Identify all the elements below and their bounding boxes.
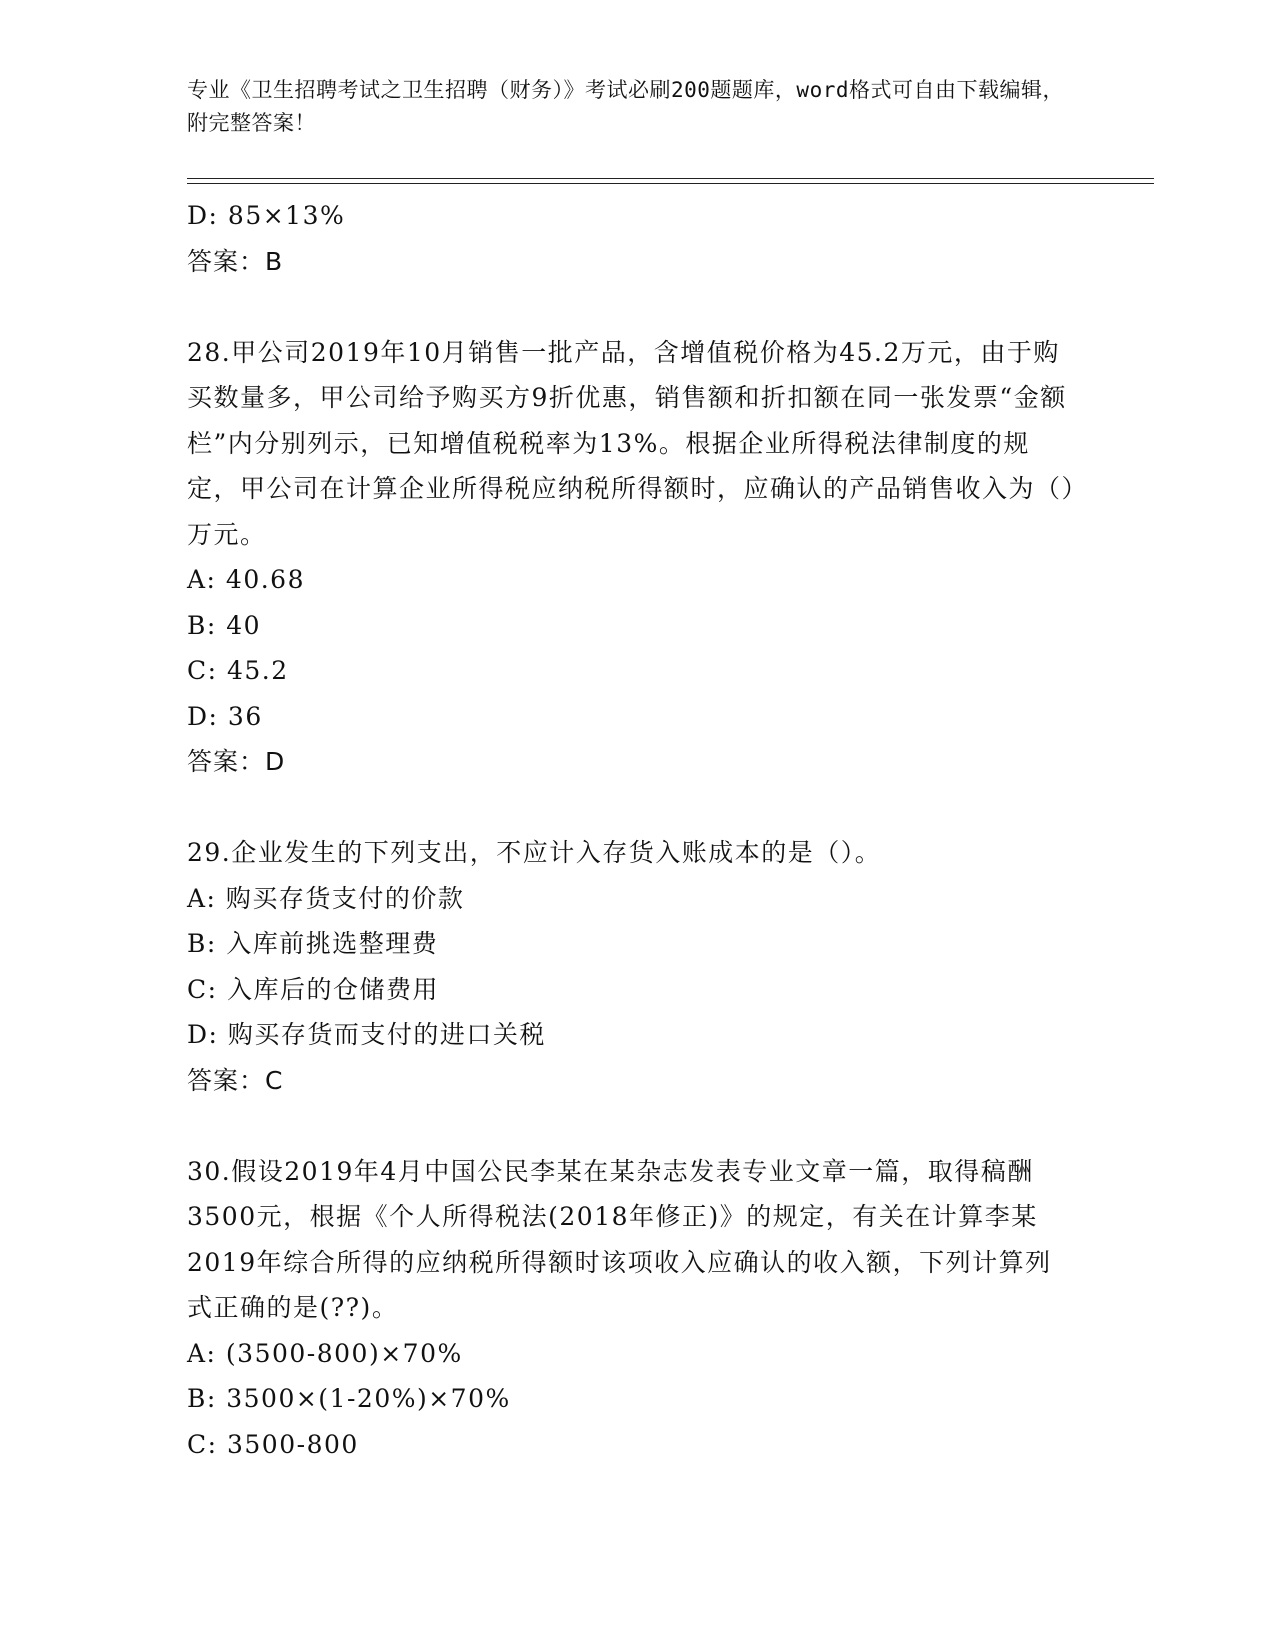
option-a: A: 40.68 [187,565,305,594]
option-a: A: (3500-800)×70% [187,1338,463,1368]
spacer [187,1103,1087,1149]
option-c: C: 入库后的仓储费用 [187,974,439,1004]
prev-answer: 答案：B [187,246,284,276]
question-28 [187,330,1087,785]
option-c: C: 45.2 [187,656,289,685]
option-d: D: 购买存货而支付的进口关税 [187,1020,546,1049]
option-b: B: 入库前挑选整理费 [187,929,439,958]
question-stem: 30.假设2019年4月中国公民李某在某杂志发表专业文章一篇，取得稿酬3500元，根据《个人所得税法(2018年修正)》的规定，有关在计算李某2019年综合所得的应纳税所得额时该项收入应确认的收入额，下列计算列式正确的是(??)。 [187,1156,1052,1322]
header-rule-bottom [187,183,1154,184]
option-b: B: 3500×(1-20%)×70% [187,1384,511,1413]
document-header: 专业《卫生招聘考试之卫生招聘（财务）》考试必刷200题题库，word格式可自由下载编辑，附完整答案！ [187,78,1064,135]
document-body [187,193,1087,1467]
question-29 [187,830,1087,1103]
answer: 答案：D [187,747,286,776]
option-b: B: 40 [187,610,262,640]
question-30 [187,1149,1087,1468]
spacer [187,785,1087,831]
header-rule-top [187,178,1154,179]
question-stem: 29.企业发生的下列支出，不应计入存货入账成本的是（）。 [187,838,882,867]
spacer [187,284,1087,330]
option-d: D: 36 [187,701,263,731]
option-c: C: 3500-800 [187,1429,359,1459]
answer: 答案：C [187,1065,284,1095]
option-a: A: 购买存货支付的价款 [187,883,465,913]
question-stem: 28.甲公司2019年10月销售一批产品，含增值税价格为45.2万元，由于购买数量多，甲公司给予购买方9折优惠，销售额和折扣额在同一张发票“金额栏”内分别列示，已知增值税税率为13%。根据企业所得税法律制度的规定，甲公司在计算企业所得税应纳税所得额时，应确认的产品销售收入为（）万元。 [187,337,1076,549]
prev-option-d: D: 85×13% [187,201,346,230]
